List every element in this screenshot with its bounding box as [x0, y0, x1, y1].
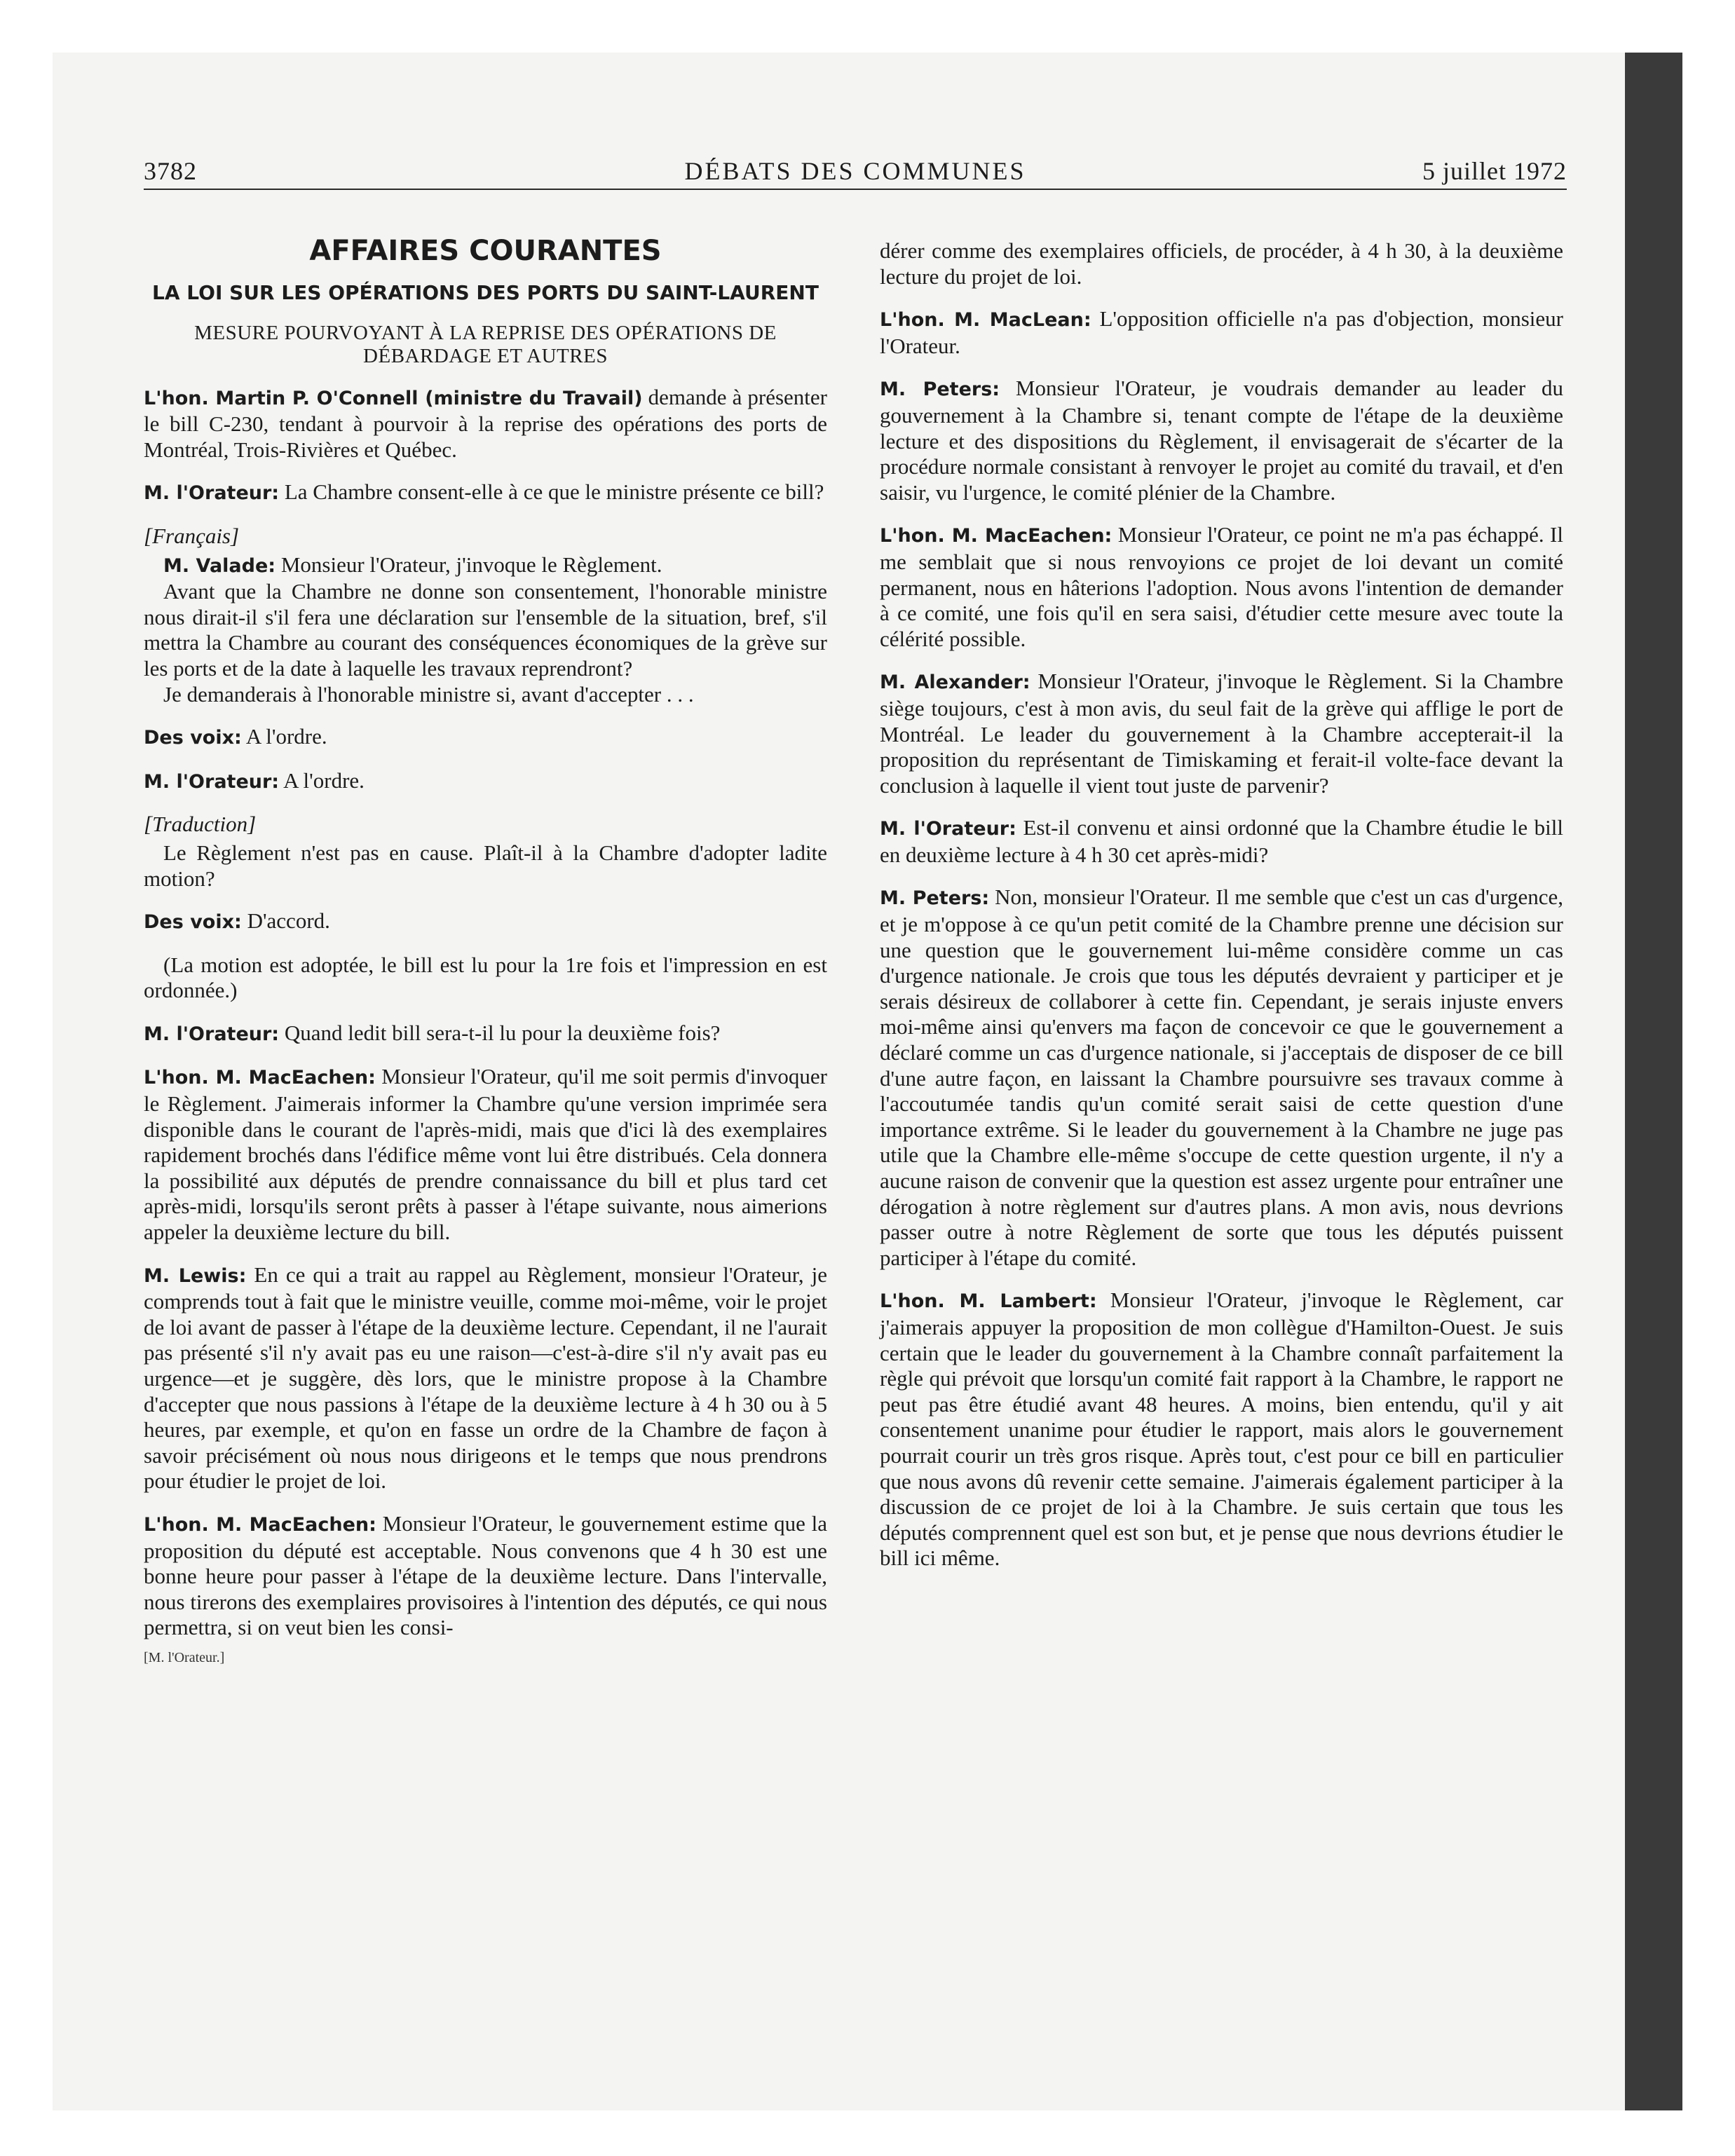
speaker-name: L'hon. M. MacEachen:	[880, 525, 1113, 547]
speaker-name: L'hon. M. MacEachen:	[144, 1067, 376, 1089]
statement-continuation: Le Règlement n'est pas en cause. Plaît-il à la Chambre d'adopter ladite motion?	[144, 840, 827, 891]
language-tag: [Français]	[144, 523, 240, 548]
speaker-name: L'hon. M. Lambert:	[880, 1290, 1097, 1313]
speaker-name: M. l'Orateur:	[144, 770, 280, 793]
statement	[144, 724, 827, 751]
section-heading: AFFAIRES COURANTES	[309, 235, 662, 267]
language-tag: [Traduction]	[144, 812, 257, 837]
statement	[880, 815, 1563, 868]
speaker-name: M. Lewis:	[144, 1264, 247, 1287]
statement-text: Non, monsieur l'Orateur. Il me semble que c'est un cas d'urgence, et je m'oppose à ce qu'un petit comité de la Chambre prenne une décision sur une question que le gouvernement lui-même considère comme un cas d'urgence nationale. Je crois que tous les députés devraient y participer et je serais désireux de collaborer à cette fin. Cependant, je serais injuste envers moi-même ainsi qu'envers ma façon de concevoir ce que le gouvernement a déclaré comme un cas d'urgence nationale, si j'acceptais de disposer de ce bill d'une autre façon, en laissant la Chambre poursuivre ses travaux comme à l'accoutumée tandis qu'un comité serait saisi de cette question d'une importance extrême. Si le leader du gouvernement à la Chambre ne juge pas utile que la Chambre elle-même s'occupe de cette question urgente, il n'y a aucune raison de convenir que la question est assez urgente pour entraîner une dérogation à notre règlement sur d'autres plans. A mon avis, nous devrions passer outre à notre Règlement de sorte que tous les députés puissent participer à l'étape du comité.	[880, 885, 1564, 1270]
speaker-name: M. Peters:	[880, 887, 990, 910]
speaker-name: M. l'Orateur:	[144, 482, 280, 505]
page-number: 3782	[144, 157, 197, 185]
statement-continuation: Je demanderais à l'honorable ministre si, avant d'accepter . . .	[163, 681, 694, 707]
running-header	[144, 151, 1567, 190]
statement-text: Monsieur l'Orateur, le gouvernement estime que la proposition du député est acceptable. Nous convenons que 4 h 30 est une bonne heure pour passer à l'étape de la deuxième lecture. Dans l'intervalle, nous tirerons des exemplaires provisoires à l'intention des députés, ce qui nous permettra, si on veut bien les consi-	[144, 1510, 827, 1640]
statement-text: Monsieur l'Orateur, j'invoque le Règlement. Si la Chambre siège toujours, c'est à mon avis, du seul fait de la grève qui afflige le port de Montréal. Le leader du gouvernement à la Chambre accepterait-il la proposition du représentant de Timiskaming et ferait-il volte-face devant la conclusion à laquelle il vient tout juste de parvenir?	[880, 669, 1563, 798]
statement	[144, 768, 827, 796]
speaker-name: L'hon. M. MacEachen:	[144, 1513, 376, 1536]
statement-text: En ce qui a trait au rappel au Règlement, monsieur l'Orateur, je comprends tout à fait que le ministre veuille, comme moi-même, voir le projet de loi avant de passer à l'étape de la deuxième lecture. Cependant, il ne l'aurait pas présenté s'il n'y avait pas eu une raison—c'est-à-dire s'il n'y avait pas eu urgence—et je suggère, dès lors, que le ministre propose à la Chambre d'accepter que nous passions à l'étape de la deuxième lecture à 4 h 30 ou à 5 heures, par exemple, et qu'on en fasse un ordre de la Chambre de façon à savoir précisément où nous nous dirigeons et le temps que nous prendrons pour étudier le projet de loi.	[144, 1262, 828, 1494]
statement-text: A l'ordre.	[279, 767, 365, 793]
statement-text: L'opposition officielle n'a pas d'objection, monsieur l'Orateur.	[880, 306, 1563, 358]
speaker-name: M. l'Orateur:	[144, 1023, 280, 1045]
statement-continuation: dérer comme des exemplaires officiels, de procéder, à 4 h 30, à la deuxième lecture du projet de loi.	[880, 238, 1563, 289]
statement	[144, 552, 827, 580]
statement-text: Monsieur l'Orateur, j'invoque le Règlement, car j'aimerais appuyer la proposition de mon collègue d'Hamilton-Ouest. Je suis certain que le leader du gouvernement à la Chambre connaît parfaitement la règle qui prévoit que lorsqu'un comité fait rapport à la Chambre, le rapport ne peut pas être étudié avant 48 heures. A moins, bien entendu, qu'il y ait consentement unanime pour étudier le rapport, mais alors le gouvernement pourrait courir un très gros risque. Après tout, c'est pour ce bill en particulier que nous avons dû revenir cette semaine. J'aimerais également participer à la discussion de ce projet de loi à la Chambre. Je suis certain que tous les députés comprennent quel est son but, et je pense que nous devrions étudier le bill ici même.	[880, 1288, 1563, 1571]
statement-text: Monsieur l'Orateur, j'invoque le Règlement.	[275, 552, 662, 577]
left-column	[144, 235, 828, 1688]
statement-continuation: Avant que la Chambre ne donne son consentement, l'honorable ministre nous dirait-il s'il fera une déclaration sur l'ensemble de la situation, bref, s'il mettra la Chambre au courant des conséquences économiques de la grève sur les ports et de la date à laquelle les travaux reprendront?	[144, 579, 827, 681]
statement-text: Monsieur l'Orateur, ce point ne m'a pas échappé. Il me semblait que si nous renvoyions ce projet de loi devant un comité permanent, nous en hâterions l'adoption. Nous avons l'intention de demander à ce comité, une fois qu'il en sera saisi, d'étudier cette mesure avec toute la célérité possible.	[880, 522, 1563, 651]
right-column	[880, 238, 1563, 1588]
statement	[880, 885, 1563, 1271]
statement	[144, 1021, 827, 1048]
statement	[880, 376, 1563, 505]
page-date: 5 juillet 1972	[1422, 157, 1567, 185]
speaker-name: M. Valade:	[163, 554, 276, 577]
speaker-name: M. l'Orateur:	[880, 818, 1016, 840]
bill-heading: LA LOI SUR LES OPÉRATIONS DES PORTS DU SAINT-LAURENT	[152, 280, 819, 304]
procedural-note: (La motion est adoptée, le bill est lu pour la 1re fois et l'impression en est ordonnée.)	[144, 952, 827, 1003]
statement-text: demande à présenter le bill C-230, tendant à pourvoir à la reprise des opérations des ports de Montréal, Trois-Rivières et Québec.	[144, 384, 827, 462]
statement	[144, 479, 827, 507]
speaker-name: L'hon. Martin P. O'Connell (ministre du Travail)	[144, 387, 643, 409]
bill-subheading: MESURE POURVOYANT À LA REPRISE DES OPÉRATIONS DE DÉBARDAGE ET AUTRES	[194, 321, 777, 367]
statement	[880, 669, 1563, 798]
journal-title: DÉBATS DES COMMUNES	[684, 157, 1026, 185]
statement-text: Monsieur l'Orateur, qu'il me soit permis d'invoquer le Règlement. J'aimerais informer la Chambre qu'une version imprimée sera disponible dans le courant de l'après-midi, mais que d'ici là des exemplaires rapidement brochés dans l'édifice même vont lui être distribués. Cela donnera la possibilité aux députés de prendre connaissance du bill et plus tard cet après-midi, lorsqu'ils seront prêts à passer à l'étape suivante, nous aimerions appeler la deuxième lecture du bill.	[144, 1064, 827, 1245]
statement	[880, 1288, 1563, 1571]
statement	[880, 306, 1563, 359]
statement-text: A l'ordre.	[241, 724, 327, 749]
statement	[144, 1511, 827, 1641]
speaker-name: M. Alexander:	[880, 671, 1030, 694]
speaker-name: Des voix:	[144, 911, 242, 934]
statement-text: La Chambre consent-elle à ce que le ministre présente ce bill?	[279, 479, 824, 505]
statement	[144, 1064, 827, 1245]
statement	[880, 522, 1563, 652]
statement-text: Monsieur l'Orateur, je voudrais demander au leader du gouvernement à la Chambre si, tenant compte de l'étape de la deuxième lecture et des dispositions du Règlement, il envisagerait de s'écarter de la procédure normale consistant à renvoyer le projet au comité du travail, et d'en saisir, vu l'urgence, le comité plénier de la Chambre.	[880, 376, 1564, 505]
statement-text: D'accord.	[241, 908, 330, 934]
statement-text: Quand ledit bill sera-t-il lu pour la deuxième fois?	[279, 1020, 721, 1045]
speaker-name: Des voix:	[144, 727, 242, 749]
statement	[144, 908, 827, 936]
statement-text: Est-il convenu et ainsi ordonné que la Chambre étudie le bill en deuxième lecture à 4 h 30 cet après-midi?	[880, 815, 1563, 867]
statement	[144, 385, 827, 463]
speaker-name: M. Peters:	[880, 378, 1000, 401]
footer-note: [M. l'Orateur.]	[144, 1649, 225, 1665]
scan-edge-shadow	[1625, 53, 1682, 2110]
statement	[144, 1262, 827, 1494]
speaker-name: L'hon. M. MacLean:	[880, 309, 1091, 332]
